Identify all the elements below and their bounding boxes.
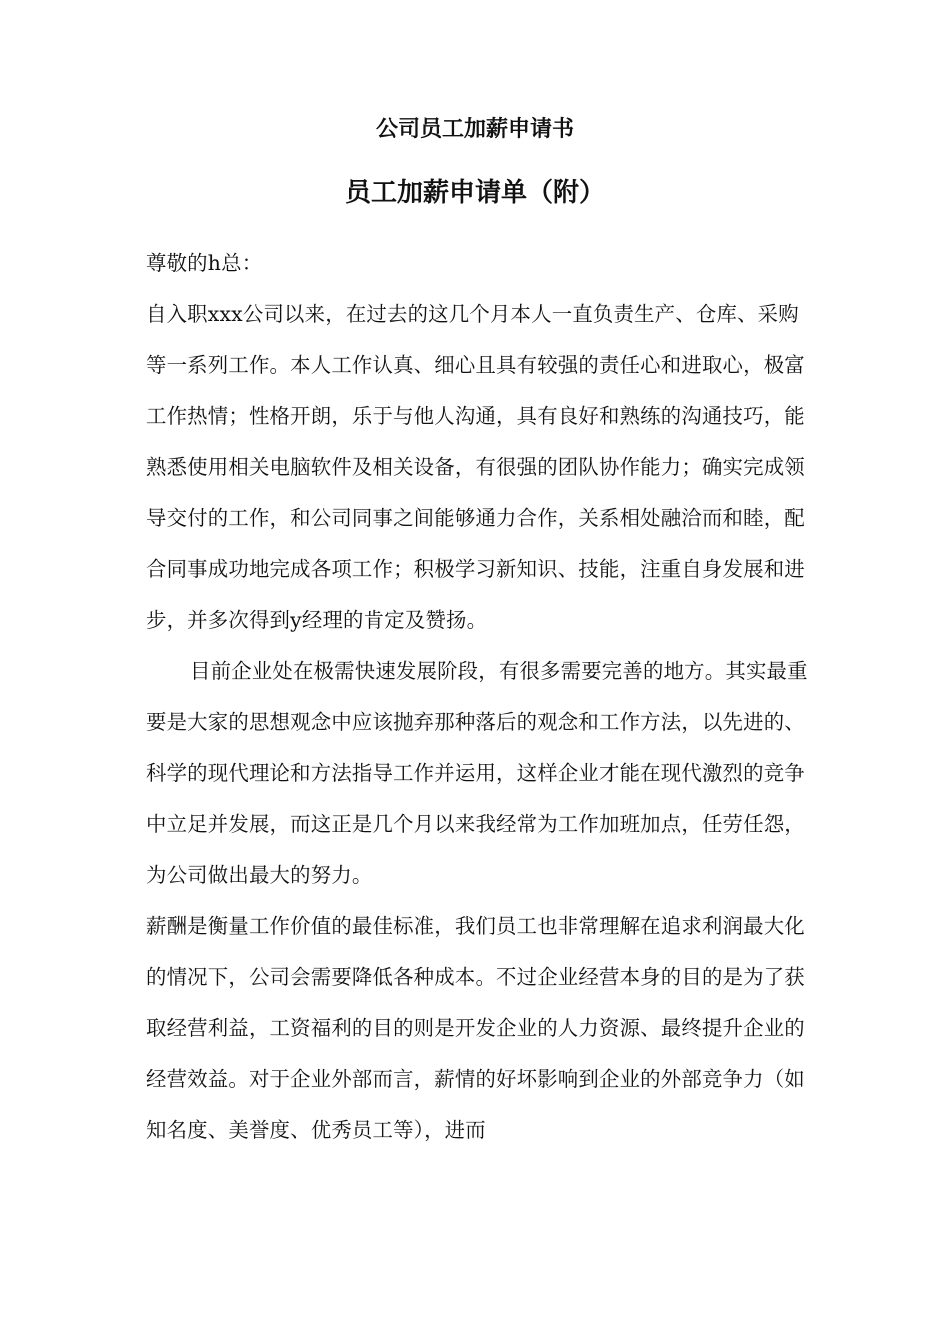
paragraph-3: 薪酬是衡量工作价值的最佳标准，我们员工也非常理解在追求利润最大化的情况下，公司会需要降低各种成本。不过企业经营本身的目的是为了获取经营利益，工资福利的目的则是开发企业的人力资源、最终提升企业的经营效益。对于企业外部而言，薪情的好坏影响到企业的外部竞争力（如知名度、美誉度、优秀员工等），进而 — [146, 914, 805, 1142]
salutation: 尊敬的h总： — [146, 251, 263, 275]
document-subtitle: 员工加薪申请单（附） — [344, 178, 605, 208]
document-body — [146, 238, 810, 1156]
document-title: 公司员工加薪申请书 — [375, 117, 574, 142]
paragraph-2: 目前企业处在极需快速发展阶段，有很多需要完善的地方。其实最重要是大家的思想观念中应该抛弃那种落后的观念和工作方法，以先进的、科学的现代理论和方法指导工作并运用，这样企业才能在现代激烈的竞争中立足并发展，而这正是几个月以来我经常为工作加班加点，任劳任怨，为公司做出最大的努力。 — [146, 659, 808, 887]
paragraph-1: 自入职xxx公司以来，在过去的这几个月本人一直负责生产、仓库、采购等一系列工作。本人工作认真、细心且具有较强的责任心和进取心，极富工作热情；性格开朗，乐于与他人沟通，具有良好和熟练的沟通技巧，能熟悉使用相关电脑软件及相关设备，有很强的团队协作能力；确实完成领导交付的工作，和公司同事之间能够通力合作，关系相处融洽而和睦，配合同事成功地完成各项工作；积极学习新知识、技能，注重自身发展和进步，并多次得到y经理的肯定及赞扬。 — [146, 302, 805, 632]
